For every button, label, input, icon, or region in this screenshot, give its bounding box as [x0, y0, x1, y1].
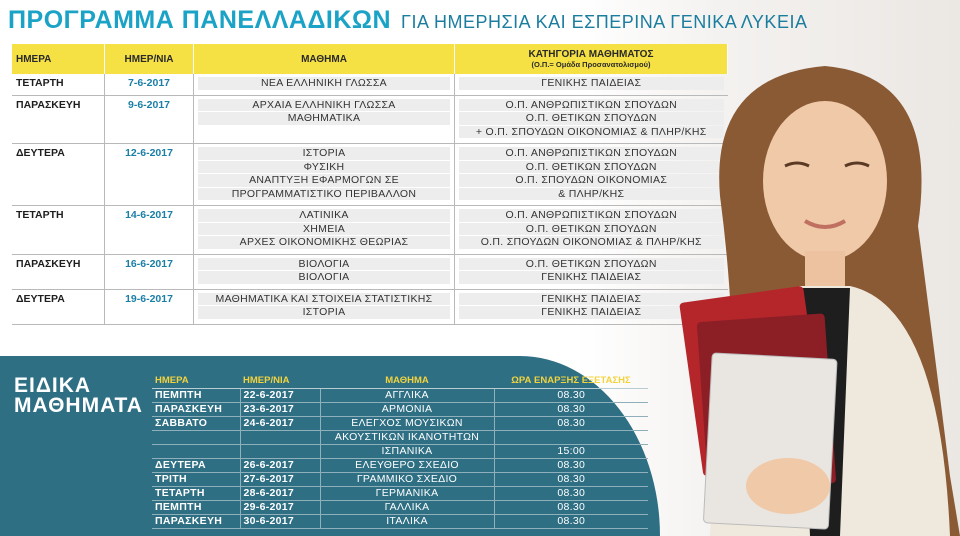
special-header-row: [152, 373, 648, 389]
row-subjects: [194, 74, 455, 95]
special-row-time: [494, 431, 648, 445]
category-line: + Ο.Π. ΣΠΟΥΔΩΝ ΟΙΚΟΝΟΜΙΑΣ & ΠΛΗΡ/ΚΗΣ: [459, 126, 724, 139]
special-row: [152, 389, 648, 403]
special-row-day: ΔΕΥΤΕΡΑ: [152, 459, 240, 473]
subject-line: ΧΗΜΕΙΑ: [198, 223, 450, 236]
special-row-date: [240, 431, 320, 445]
special-row-date: 23-6-2017: [240, 403, 320, 417]
category-line: & ΠΛΗΡ/ΚΗΣ: [459, 188, 724, 201]
special-title-line2: ΜΑΘΗΜΑΤΑ: [14, 394, 143, 417]
special-row-date: 27-6-2017: [240, 473, 320, 487]
table-row: [12, 289, 728, 324]
header-category-label: ΚΑΤΗΓΟΡΙΑ ΜΑΘΗΜΑΤΟΣ: [528, 49, 654, 60]
special-row-time: 08.30: [494, 473, 648, 487]
table-header-row: [12, 44, 728, 74]
category-line: Ο.Π. ΑΝΘΡΩΠΙΣΤΙΚΩΝ ΣΠΟΥΔΩΝ: [459, 209, 724, 222]
category-line: Ο.Π. ΘΕΤΙΚΩΝ ΣΠΟΥΔΩΝ: [459, 112, 724, 125]
special-row-date: 29-6-2017: [240, 501, 320, 515]
special-header-date: ΗΜΕΡ/ΝΙΑ: [240, 373, 320, 389]
special-row-time: 08.30: [494, 403, 648, 417]
special-row-day: ΤΡΙΤΗ: [152, 473, 240, 487]
subject-line: ΛΑΤΙΝΙΚΑ: [198, 209, 450, 222]
category-line: ΓΕΝΙΚΗΣ ΠΑΙΔΕΙΑΣ: [459, 293, 724, 306]
special-row-date: 26-6-2017: [240, 459, 320, 473]
row-date: 7-6-2017: [105, 74, 194, 95]
special-row-subject: ΓΑΛΛΙΚΑ: [320, 501, 494, 515]
special-row-subject: ΓΕΡΜΑΝΙΚΑ: [320, 487, 494, 501]
row-day: ΤΕΤΑΡΤΗ: [12, 206, 105, 255]
special-row-time: 08.30: [494, 501, 648, 515]
header-category-note: (Ο.Π.= Ομάδα Προσανατολισμού): [531, 60, 651, 69]
subject-line: ΑΝΑΠΤΥΞΗ ΕΦΑΡΜΟΓΩΝ ΣΕ: [198, 174, 450, 187]
subject-line: ΜΑΘΗΜΑΤΙΚΑ: [198, 112, 450, 125]
subject-line: ΝΕΑ ΕΛΛΗΝΙΚΗ ΓΛΩΣΣΑ: [198, 77, 450, 90]
page-title: [8, 6, 807, 35]
title-main: ΠΡΟΓΡΑΜΜΑ ΠΑΝΕΛΛΑΔΙΚΩΝ: [8, 6, 392, 34]
category-line: ΓΕΝΙΚΗΣ ΠΑΙΔΕΙΑΣ: [459, 306, 724, 319]
exam-schedule-table: [12, 44, 728, 325]
special-row-subject: ΑΚΟΥΣΤΙΚΩΝ ΙΚΑΝΟΤΗΤΩΝ: [320, 431, 494, 445]
special-row-time: 08.30: [494, 459, 648, 473]
special-row: [152, 473, 648, 487]
subject-line: ΙΣΤΟΡΙΑ: [198, 147, 450, 160]
row-date: 9-6-2017: [105, 95, 194, 144]
special-row-day: ΠΕΜΠΤΗ: [152, 501, 240, 515]
special-row-day: [152, 431, 240, 445]
special-row-date: 24-6-2017: [240, 417, 320, 431]
special-row-day: ΤΕΤΑΡΤΗ: [152, 487, 240, 501]
special-row-day: ΠΑΡΑΣΚΕΥΗ: [152, 515, 240, 529]
row-day: ΠΑΡΑΣΚΕΥΗ: [12, 254, 105, 289]
special-row-subject: ΕΛΕΓΧΟΣ ΜΟΥΣΙΚΩΝ: [320, 417, 494, 431]
subject-line: ΒΙΟΛΟΓΙΑ: [198, 258, 450, 271]
table-row: [12, 95, 728, 144]
special-row: [152, 403, 648, 417]
special-header-time: ΩΡΑ ΕΝΑΡΞΗΣ ΕΞΕΤΑΣΗΣ: [494, 373, 648, 389]
student-photo: [650, 56, 960, 536]
special-header-subject: ΜΑΘΗΜΑ: [320, 373, 494, 389]
row-day: ΠΑΡΑΣΚΕΥΗ: [12, 95, 105, 144]
row-date: 14-6-2017: [105, 206, 194, 255]
subject-line: ΜΑΘΗΜΑΤΙΚΑ ΚΑΙ ΣΤΟΙΧΕΙΑ ΣΤΑΤΙΣΤΙΚΗΣ: [198, 293, 450, 306]
row-subjects: [194, 144, 455, 206]
special-row-time: 08.30: [494, 389, 648, 403]
row-date: 16-6-2017: [105, 254, 194, 289]
category-line: Ο.Π. ΘΕΤΙΚΩΝ ΣΠΟΥΔΩΝ: [459, 258, 724, 271]
special-row: [152, 515, 648, 529]
special-row-time: 08.30: [494, 487, 648, 501]
special-row: [152, 501, 648, 515]
category-line: Ο.Π. ΑΝΘΡΩΠΙΣΤΙΚΩΝ ΣΠΟΥΔΩΝ: [459, 147, 724, 160]
special-row-day: ΣΑΒΒΑΤΟ: [152, 417, 240, 431]
special-row: [152, 487, 648, 501]
subject-line: ΦΥΣΙΚΗ: [198, 161, 450, 174]
header-date: ΗΜΕΡ/ΝΙΑ: [105, 44, 194, 74]
category-line: ΓΕΝΙΚΗΣ ΠΑΙΔΕΙΑΣ: [459, 77, 724, 90]
special-header-day: ΗΜΕΡΑ: [152, 373, 240, 389]
subject-line: ΠΡΟΓΡΑΜΜΑΤΙΣΤΙΚΟ ΠΕΡΙΒΑΛΛΟΝ: [198, 188, 450, 201]
special-row-date: 30-6-2017: [240, 515, 320, 529]
category-line: Ο.Π. ΘΕΤΙΚΩΝ ΣΠΟΥΔΩΝ: [459, 223, 724, 236]
special-subjects-title: [14, 376, 143, 416]
table-row: [12, 206, 728, 255]
title-subtitle: ΓΙΑ ΗΜΕΡΗΣΙΑ ΚΑΙ ΕΣΠΕΡΙΝΑ ΓΕΝΙΚΑ ΛΥΚΕΙΑ: [401, 12, 808, 32]
special-row-subject: ΑΓΓΛΙΚΑ: [320, 389, 494, 403]
special-subjects-table: [152, 373, 648, 529]
special-row-day: ΠΕΜΠΤΗ: [152, 389, 240, 403]
category-line: Ο.Π. ΣΠΟΥΔΩΝ ΟΙΚΟΝΟΜΙΑΣ & ΠΛΗΡ/ΚΗΣ: [459, 236, 724, 249]
special-subjects-body: [152, 389, 648, 529]
category-line: Ο.Π. ΘΕΤΙΚΩΝ ΣΠΟΥΔΩΝ: [459, 161, 724, 174]
special-row-subject: ΙΤΑΛΙΚΑ: [320, 515, 494, 529]
row-date: 19-6-2017: [105, 289, 194, 324]
subject-line: ΑΡΧΕΣ ΟΙΚΟΝΟΜΙΚΗΣ ΘΕΩΡΙΑΣ: [198, 236, 450, 249]
table-row: [12, 254, 728, 289]
special-title-line1: ΕΙΔΙΚΑ: [14, 374, 92, 397]
special-row-subject: ΑΡΜΟΝΙΑ: [320, 403, 494, 417]
header-day: ΗΜΕΡΑ: [12, 44, 105, 74]
category-line: ΓΕΝΙΚΗΣ ΠΑΙΔΕΙΑΣ: [459, 271, 724, 284]
special-row-time: 08.30: [494, 515, 648, 529]
special-row-date: [240, 445, 320, 459]
subject-line: ΒΙΟΛΟΓΙΑ: [198, 271, 450, 284]
subject-line: ΙΣΤΟΡΙΑ: [198, 306, 450, 319]
special-row-date: 22-6-2017: [240, 389, 320, 403]
row-day: ΔΕΥΤΕΡΑ: [12, 144, 105, 206]
hand-shape: [746, 458, 830, 514]
table-row: [12, 144, 728, 206]
category-line: Ο.Π. ΑΝΘΡΩΠΙΣΤΙΚΩΝ ΣΠΟΥΔΩΝ: [459, 99, 724, 112]
exam-schedule-body: [12, 74, 728, 324]
row-subjects: [194, 289, 455, 324]
special-row-day: ΠΑΡΑΣΚΕΥΗ: [152, 403, 240, 417]
row-subjects: [194, 254, 455, 289]
special-row-time: 15:00: [494, 445, 648, 459]
special-row: [152, 445, 648, 459]
special-row-subject: ΙΣΠΑΝΙΚΑ: [320, 445, 494, 459]
header-subject: ΜΑΘΗΜΑ: [194, 44, 455, 74]
special-row-subject: ΓΡΑΜΜΙΚΟ ΣΧΕΔΙΟ: [320, 473, 494, 487]
table-row: [12, 74, 728, 95]
subject-line: ΑΡΧΑΙΑ ΕΛΛΗΝΙΚΗ ΓΛΩΣΣΑ: [198, 99, 450, 112]
row-subjects: [194, 95, 455, 144]
category-line: Ο.Π. ΣΠΟΥΔΩΝ ΟΙΚΟΝΟΜΙΑΣ: [459, 174, 724, 187]
row-date: 12-6-2017: [105, 144, 194, 206]
row-day: ΔΕΥΤΕΡΑ: [12, 289, 105, 324]
row-subjects: [194, 206, 455, 255]
special-row: [152, 459, 648, 473]
special-row-date: 28-6-2017: [240, 487, 320, 501]
special-row-subject: ΕΛΕΥΘΕΡΟ ΣΧΕΔΙΟ: [320, 459, 494, 473]
special-row-day: [152, 445, 240, 459]
row-day: ΤΕΤΑΡΤΗ: [12, 74, 105, 95]
special-row-time: 08.30: [494, 417, 648, 431]
special-row: [152, 431, 648, 445]
face-shape: [763, 101, 887, 261]
special-row: [152, 417, 648, 431]
